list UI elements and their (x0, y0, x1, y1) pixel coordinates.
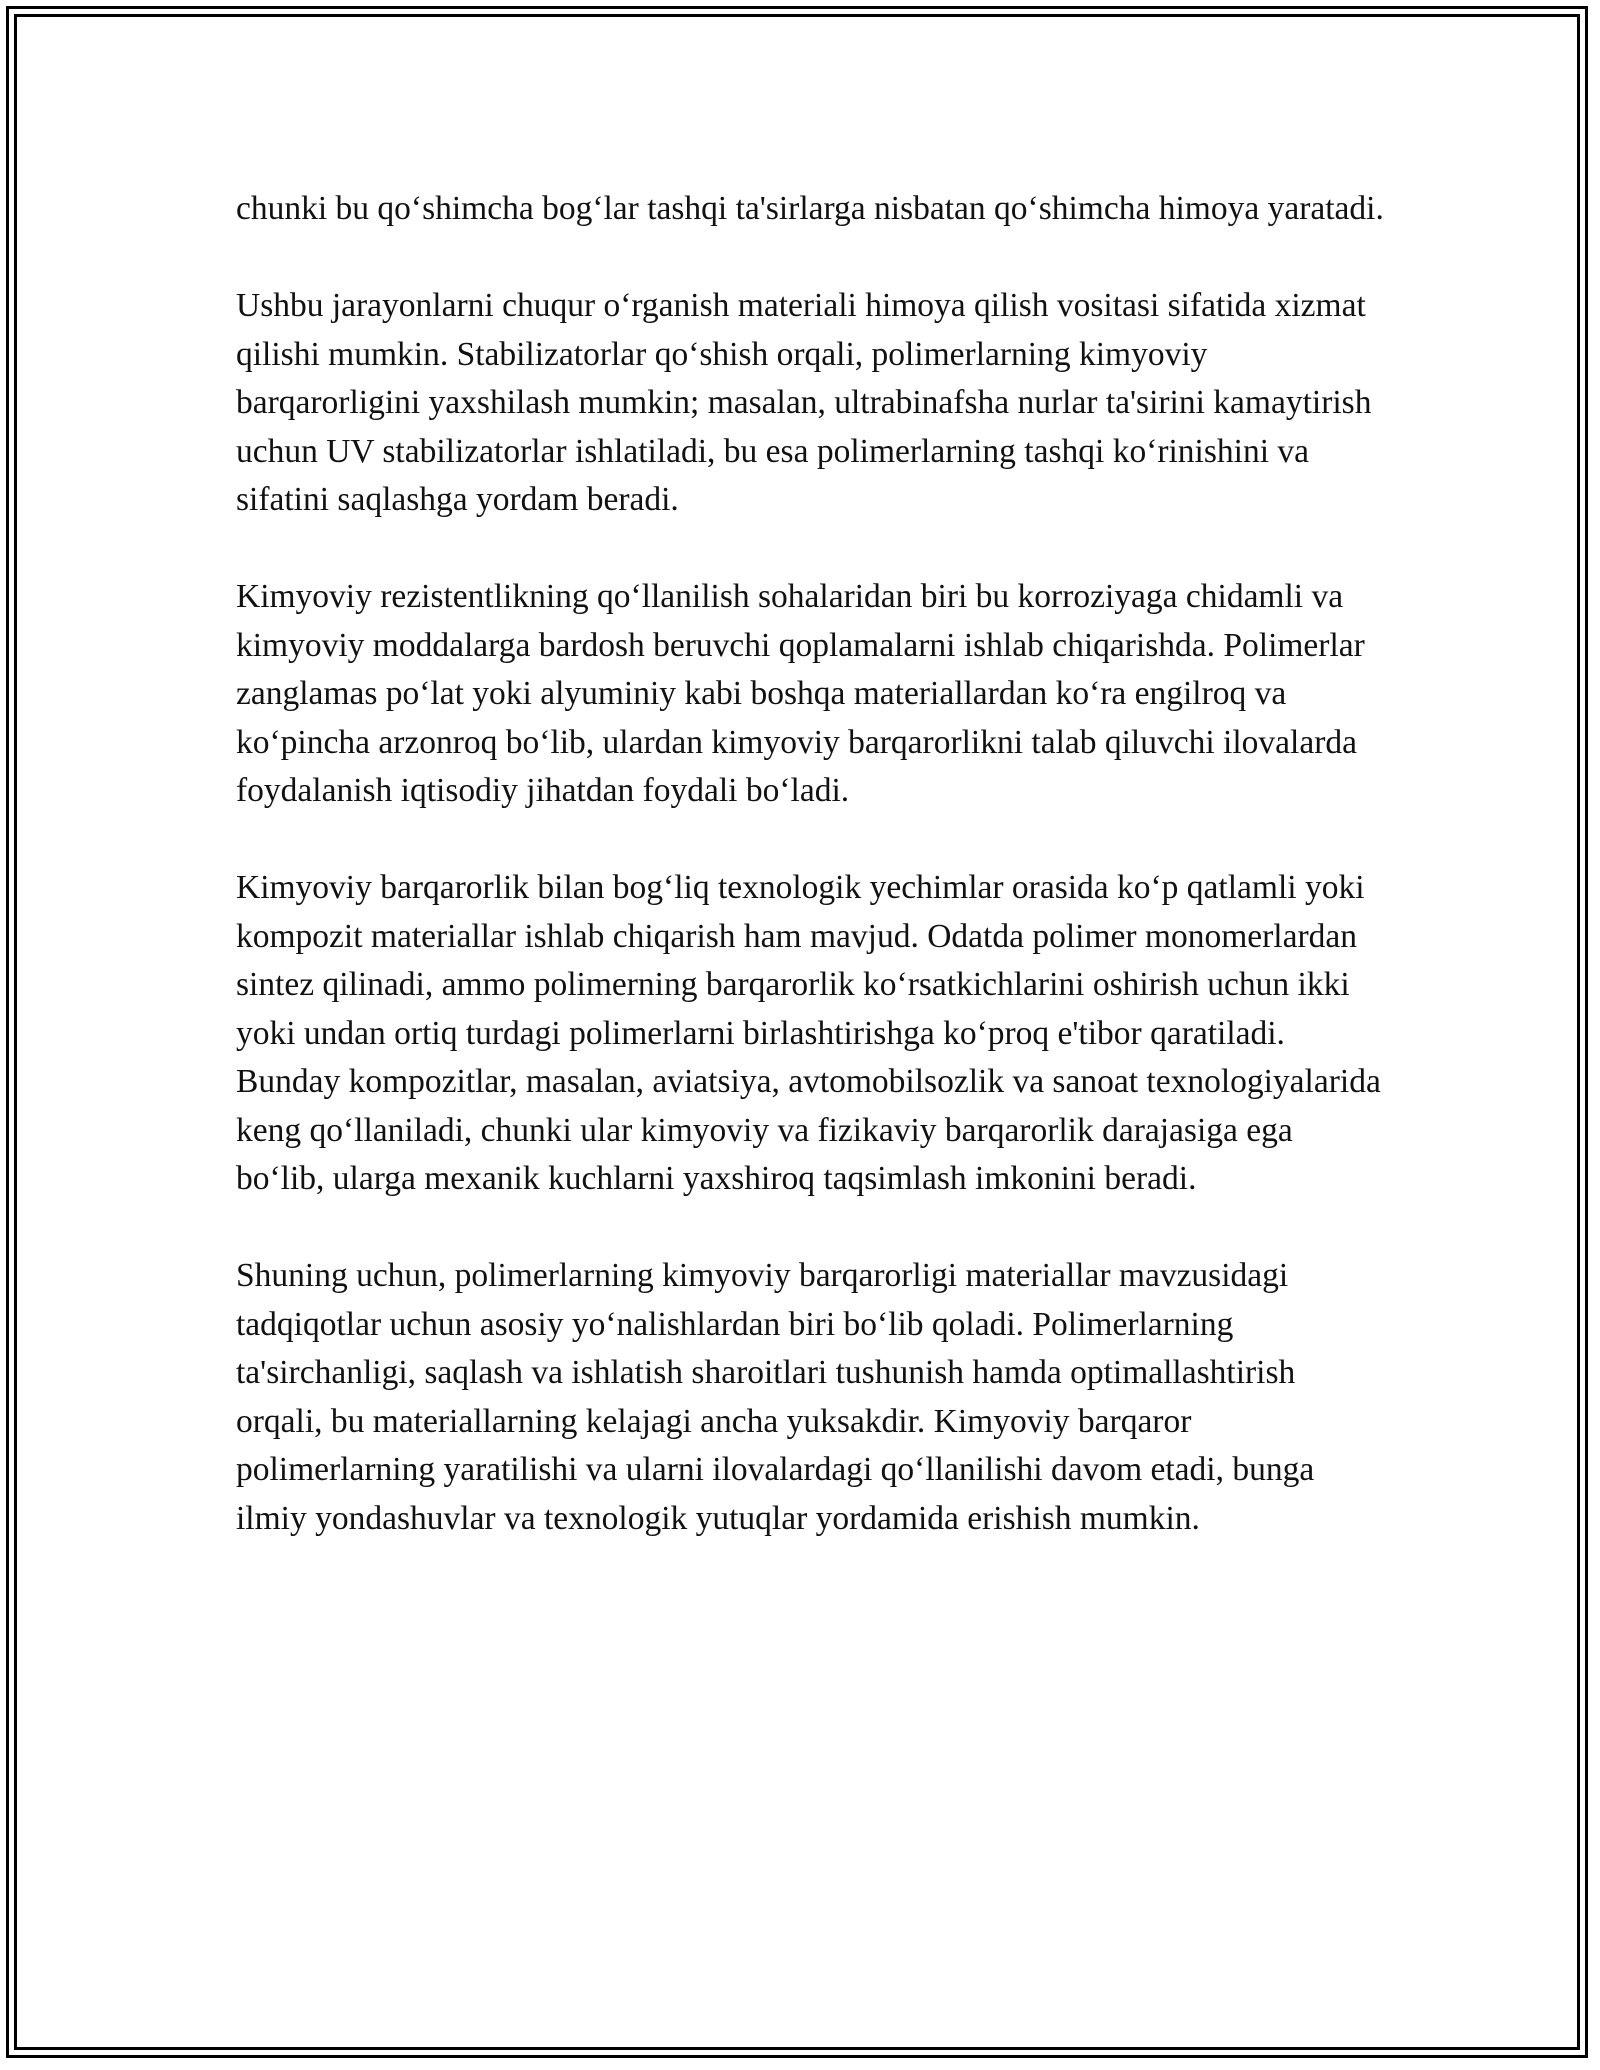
paragraph-4: Kimyoviy barqarorlik bilan bog‘liq texnologik yechimlar orasida ko‘p qatlamli yoki kompozit materiallar ishlab chiqarish ham mavjud. Odatda polimer monomerlardan sintez qilinadi, ammo polimerning barqarorlik ko‘rsatkichlarini oshirish uchun ikki yoki undan ortiq turdagi polimerlarni birlashtirishga ko‘proq e'tibor qaratiladi. Bunday kompozitlar, masalan, aviatsiya, avtomobilsozlik va sanoat texnologiyalarida keng qo‘llaniladi, chunki ular kimyoviy va fizikaviy barqarorlik darajasiga ega bo‘lib, ularga mexanik kuchlarni yaxshiroq taqsimlash imkonini beradi. (236, 869, 1381, 1197)
paragraph-2: Ushbu jarayonlarni chuqur o‘rganish materiali himoya qilish vositasi sifatida xizmat qilishi mumkin. Stabilizatorlar qo‘shish orqali, polimerlarning kimyoviy barqarorligini yaxshilash mumkin; masalan, ultrabinafsha nurlar ta'sirini kamaytirish uchun UV stabilizatorlar ishlatiladi, bu esa polimerlarning tashqi ko‘rinishini va sifatini saqlashga yordam beradi. (236, 287, 1372, 518)
document-body (236, 185, 1386, 1543)
paragraph-1: chunki bu qo‘shimcha bog‘lar tashqi ta'sirlarga nisbatan qo‘shimcha himoya yaratadi. (236, 190, 1384, 227)
paragraph-5: Shuning uchun, polimerlarning kimyoviy barqarorligi materiallar mavzusidagi tadqiqotlar uchun asosiy yo‘nalishlardan biri bo‘lib qoladi. Polimerlarning ta'sirchanligi, saqlash va ishlatish sharoitlari tushunish hamda optimallashtirish orqali, bu materiallarning kelajagi ancha yuksakdir. Kimyoviy barqaror polimerlarning yaratilishi va ularni ilovalardagi qo‘llanilishi davom etadi, bunga ilmiy yondashuvlar va texnologik yutuqlar yordamida erishish mumkin. (236, 1257, 1315, 1537)
paragraph-3: Kimyoviy rezistentlikning qo‘llanilish sohalaridan biri bu korroziyaga chidamli va kimyoviy moddalarga bardosh beruvchi qoplamalarni ishlab chiqarishda. Polimerlar zanglamas po‘lat yoki alyuminiy kabi boshqa materiallardan ko‘ra engilroq va ko‘pincha arzonroq bo‘lib, ulardan kimyoviy barqarorlikni talab qiluvchi ilovalarda foydalanish iqtisodiy jihatdan foydali bo‘ladi. (236, 578, 1365, 809)
